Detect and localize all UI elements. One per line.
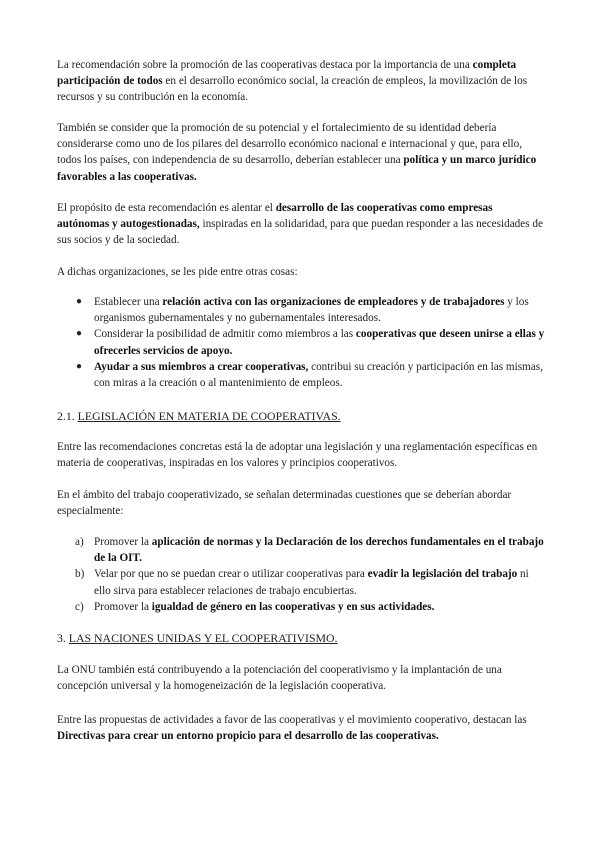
section-title: LAS NACIONES UNIDAS Y EL COOPERATIVISMO. (68, 631, 338, 645)
text: Promover la (94, 600, 152, 613)
list-marker: c) (75, 600, 84, 613)
bold-text: Directivas para crear un entorno propicio para el desarrollo de las cooperativas. (57, 730, 439, 743)
bullet-list (57, 294, 547, 391)
bullet-icon: ● (76, 360, 83, 372)
bold-text: igualdad de género en las cooperativas y en sus actividades. (151, 600, 435, 613)
list-item (57, 534, 547, 566)
section-title: LEGISLACIÓN EN MATERIA DE COOPERATIVAS. (77, 409, 341, 423)
list-marker: b) (75, 568, 85, 581)
text: en el desarrollo económico social, la creación de empleos, la movilización de los recursos y su contribución en la economía. (57, 75, 528, 104)
bold-text: relación activa con las organizaciones de empleadores y de trabajadores (162, 296, 505, 308)
paragraph-participation (57, 57, 547, 106)
list-marker: a) (75, 536, 84, 548)
section-heading-2-1 (57, 408, 547, 424)
paragraph-un-contribution: La ONU también está contribuyendo a la potenciación del cooperativismo y la implantación de una concepción universal y la homogeneización de la legislación cooperativa. (57, 664, 502, 693)
paragraph-purpose (57, 200, 547, 249)
bold-text: desarrollo de las cooperativas como empresas autónomas y autogestionadas, (57, 202, 493, 231)
text: y los organismos gubernamentales y no gubernamentales interesados. (94, 296, 529, 325)
text: Entre las propuestas de actividades a favor de las cooperativas y el movimiento cooperativo, destacan las (57, 714, 527, 726)
lettered-list (57, 534, 547, 615)
list-item (57, 359, 547, 391)
text: ni ello sirva para establecer relaciones de trabajo encubiertas. (94, 568, 529, 597)
paragraph-legal-framework (57, 120, 547, 185)
section-heading-3 (57, 630, 547, 646)
list-item (57, 294, 547, 326)
text: inspiradas en la solidaridad, para que puedan responder a las necesidades de sus socios y de la sociedad. (57, 218, 543, 247)
section-number: 2.1. (57, 409, 78, 423)
paragraph-directives (57, 712, 547, 744)
bold-text: cooperativas que deseen unirse a ellas y ofrecerles servicios de apoyo. (94, 328, 545, 357)
paragraph-cooperative-work: En el ámbito del trabajo cooperativizado, se señalan determinadas cuestiones que se deberían abordar especialmente: (57, 489, 512, 518)
list-item (57, 599, 547, 615)
bullet-icon: ● (76, 328, 83, 340)
section-number: 3. (57, 631, 69, 645)
text: Establecer una (94, 296, 163, 308)
text: Promover la (94, 536, 152, 548)
bold-text: completa participación de todos (57, 59, 517, 88)
bullet-icon: ● (76, 296, 83, 307)
list-item (57, 566, 547, 598)
text: contribui su creación y participación en las mismas, con miras a la creación o al mantenimiento de empleos. (94, 360, 543, 390)
bold-text: Ayudar a sus miembros a crear cooperativas, (94, 360, 309, 373)
paragraph-legislation: Entre las recomendaciones concretas está la de adoptar una legislación y una reglamentación específicas en materia de cooperativas, inspiradas en los valores y principios cooperativos. (57, 441, 538, 470)
text: La recomendación sobre la promoción de las cooperativas destaca por la importancia de una (57, 59, 473, 71)
text: El propósito de esta recomendación es alentar el (57, 202, 276, 214)
bold-text: aplicación de normas y la Declaración de los derechos fundamentales en el trabajo de la OIT. (94, 536, 544, 565)
bold-text: política y un marco jurídico favorables a las cooperativas. (57, 154, 537, 183)
text: Velar por que no se puedan crear o utilizar cooperativas para (94, 568, 368, 581)
text: Considerar la posibilidad de admitir como miembros a las (94, 328, 356, 341)
list-item (57, 326, 547, 358)
text: También se consider que la promoción de su potencial y el fortalecimiento de su identidad debería considerarse como uno de los pilares del desarrollo económico nacional e internacional y que, para ello, todos los países, con independencia de su desarrollo, deberían establecer una (57, 122, 523, 167)
paragraph-intro-list: A dichas organizaciones, se les pide entre otras cosas: (57, 266, 298, 278)
bold-text: evadir la legislación del trabajo (367, 568, 518, 581)
